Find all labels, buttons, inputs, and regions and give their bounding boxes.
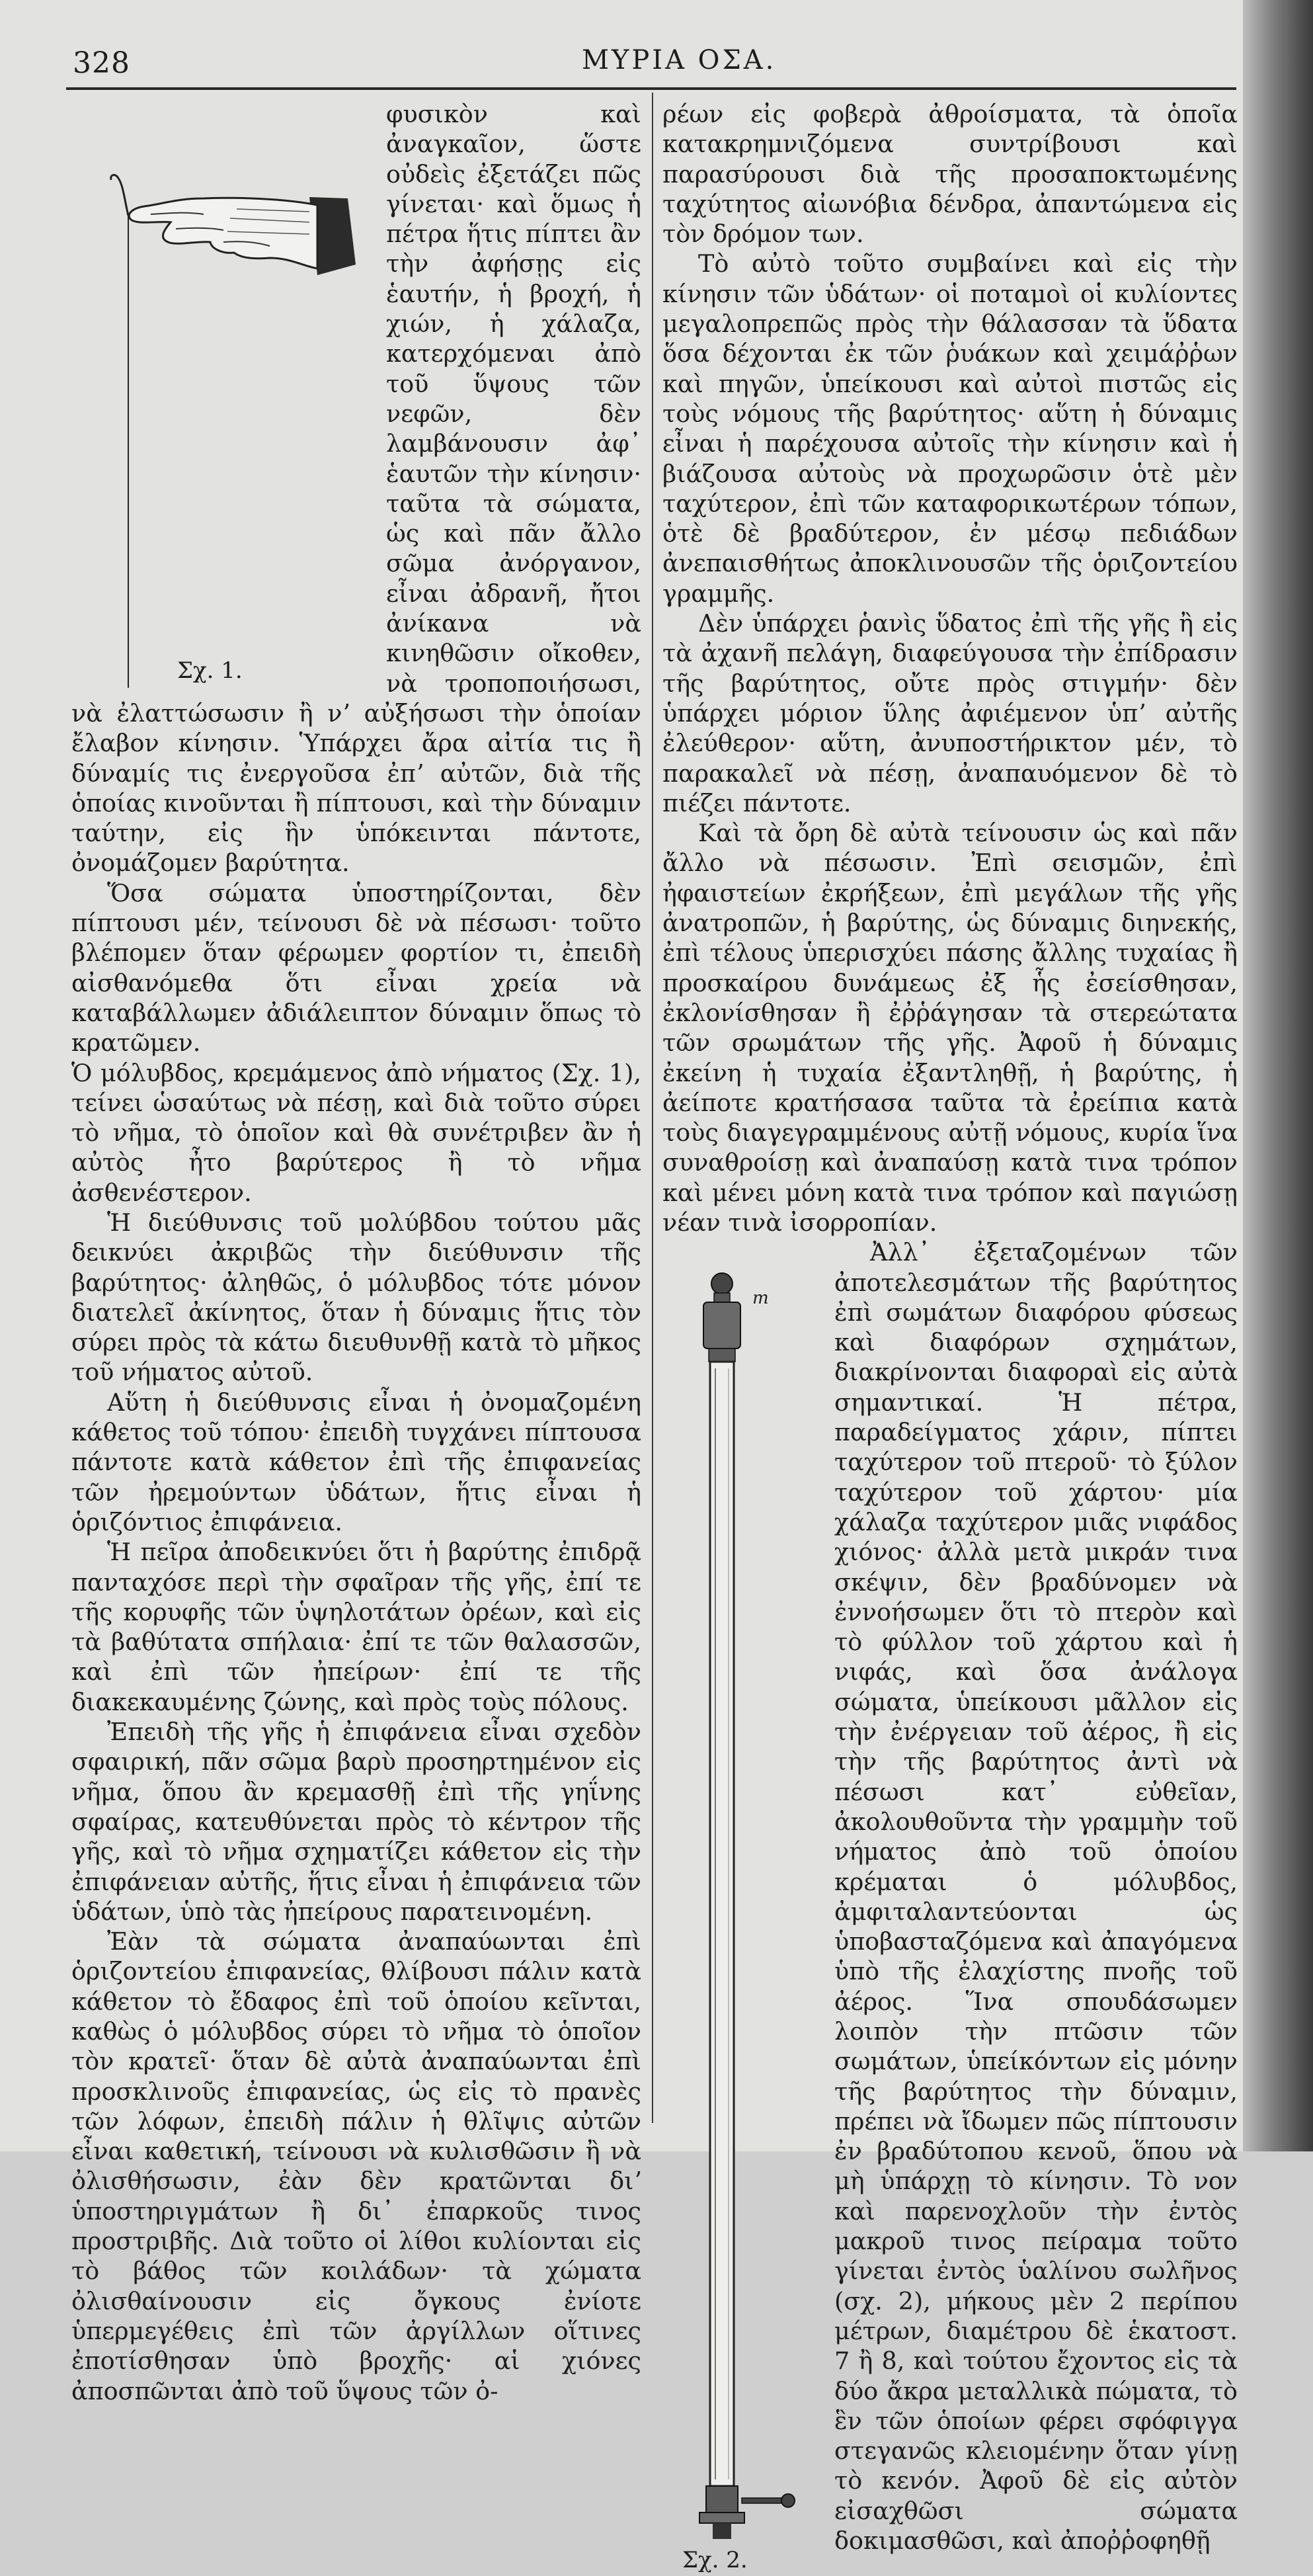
figure-1-caption: Σχ. 1. — [177, 657, 243, 684]
vacuum-tube-icon — [662, 1269, 821, 2572]
header-rule — [66, 87, 1236, 90]
paragraph: Ὁ μόλυβδος, κρεμάμενος ἀπὸ νήματος (Σχ. 1), τείνει ὡσαύτως νὰ πέσῃ, καὶ διὰ τοῦτο σύρει τὸ νῆμα, τὸ ὁποῖον καὶ θὰ συνέτριβεν ἂν ἡ αὐτὸς ἦτο βαρύτερος ἢ τὸ νῆμα ἀσθενέστερον. — [71, 1058, 641, 1207]
paragraph: Ἀλλ᾽ ἐξεταζομένων τῶν ἀποτελεσμάτων τῆς βαρύτητος ἐπὶ σωμάτων διαφόρου φύσεως καὶ διαφόρων σχημάτων, διακρίνονται διαφοραὶ εἰς αὐτὰ σημαντικαί. Ἡ πέτρα, παραδείγματος χάριν, πίπτει ταχύτερον τοῦ πτεροῦ· τὸ ξύλον ταχύτερον τοῦ χάρτου· μία χάλαζα ταχύτερον μιᾶς νιφάδος χιόνος· ἀλλὰ μετὰ μικράν τινα σκέψιν, δὲν βραδύνομεν νὰ ἐννοήσωμεν ὅτι τὸ πτερὸν καὶ τὸ φύλλον τοῦ χάρτου καὶ ἡ νιφάς, καὶ ὅσα ἀνάλογα σώματα, ὑπείκουσι μᾶλλον εἰς τὴν ἐνέργειαν τοῦ ἀέρος, ἢ εἰς τὴν τῆς βαρύτητος ἀντὶ νὰ πέσωσι κατ᾽ εὐθεῖαν, ἀκολουθοῦντα τὴν γραμμὴν τοῦ νήματος ἀπὸ τοῦ ὁποίου κρέμαται ὁ μόλυβδος, ἀμφιταλαντεύονται ὡς ὑποβασταζόμενα καὶ ἀπαγόμενα ὑπὸ τῆς ἐλαχίστης πνοῆς τοῦ ἀέρος. Ἵνα σπουδάσωμεν λοιπὸν τὴν πτῶσιν τῶν σωμάτων, ὑπείκόντων εἰς μόνην τῆς βαρύτητος τὴν δύναμιν, πρέπει νὰ ἴδωμεν πῶς πίπτουσιν ἐν βραδύτοπου κενοῦ, ὅπου νὰ μὴ ὑπάρχῃ τὸ κίνησιν. Τὸ νον καὶ παρενοχλοῦν τὴν ἐντὸς μακροῦ τινος πείραμα τοῦτο γίνεται ἐντὸς ὑαλίνου σωλῆνος (σχ. 2), μήκους μὲν 2 περίπου μέτρων, διαμέτρου δὲ ἑκατοστ. 7 ἢ 8, καὶ τούτου ἔχοντος εἰς τὰ δύο ἄκρα μεταλλικὰ πώματα, τὸ ἓν τῶν ὁποίων φέρει σφόφιγγα στεγανῶς κλειομένην ὅταν γίνῃ τὸ κενόν. Ἀφοῦ δὲ εἰς αὐτὸν εἰσαχθῶσι σώματα δοκιμασθῶσι, καὶ ἀποῤῥοφηθῇ — [834, 1238, 1238, 2555]
book-gutter — [1243, 0, 1313, 2151]
figure-plumb-line — [71, 99, 376, 688]
paragraph: Δὲν ὑπάρχει ῥανὶς ὕδατος ἐπὶ τῆς γῆς ἢ εἰς τὰ ἀχανῆ πελάγη, διαφεύγουσα τὴν ἐπίδρασιν τῆς βαρύτητος, οὔτε πρὸς στιγμήν· δὲν ὑπάρχει μόριον ὕλης ἀφιέμενον ὑπʼ αὐτῆς ἐλεύθερον· αὕτη, ἀνυποστήρικτον μέν, τὸ παρακαλεῖ νὰ πέσῃ, ἀναπαυόμενον δὲ τὸ πιέζει πάντοτε. — [662, 609, 1238, 817]
page-header — [66, 40, 1230, 86]
paragraph: Ἡ διεύθυνσις τοῦ μολύβδου τούτου μᾶς δεικνύει ἀκριβῶς τὴν διεύθυνσιν τῆς βαρύτητος· ἀληθῶς, ὁ μόλυβδος τότε μόνον διατελεῖ ἀκίνητος, ὅταν ἡ δύναμις ἥτις τὸν σύρει πρὸς τὰ κάτω διευθυνθῇ κατὰ τὸ μῆκος τοῦ νήματος αὐτοῦ. — [71, 1208, 641, 1387]
paragraph: ρέων εἰς φοβερὰ ἀθροίσματα, τὰ ὁποῖα κατακρημνιζόμενα συντρίβουσι καὶ παρασύρουσι διὰ τῆς προσαποκτωμένης ταχύτητος αἰωνόβια δένδρα, ἀπαντώμενα εἰς τὸν δρόμον των. — [662, 100, 1238, 249]
paragraph: Αὕτη ἡ διεύθυνσις εἶναι ἡ ὀνομαζομένη κάθετος τοῦ τόπου· ἐπειδὴ τυγχάνει πίπτουσα πάντοτε κατὰ κάθετον ἐπὶ τῆς ἐπιφανείας τῶν ἠρεμούντων ὑδάτων, ἥτις εἶναι ἡ ὁριζόντιος ἐπιφάνεια. — [71, 1388, 641, 1536]
paragraph: φυσικὸν καὶ ἀναγκαῖον, ὥστε οὐδεὶς ἐξετάζει πῶς γίνεται· καὶ ὅμως ἡ πέτρα ἥτις πίπτει ἂν τὴν ἀφήσῃς εἰς ἑαυτήν, ἡ βροχή, ἡ χιών, ἡ χάλαζα, κατερχόμεναι ἀπὸ τοῦ ὕψους τῶν νεφῶν, δὲν λαμβάνουσιν ἀφ᾽ ἑαυτῶν τὴν κίνησιν· ταῦτα τὰ σώματα, ὡς καὶ πᾶν ἄλλο σῶμα ἀνόργανον, εἶναι ἀδρανῆ, ἤτοι ἀνίκανα νὰ κινηθῶσιν οἴκοθεν, νὰ τροποποιήσωσι, νὰ ἐλαττώσωσιν ἢ νʼ αὐξήσωσι τὴν ὁποίαν ἔλαβον κίνησιν. Ὑπάρχει ἄρα αἰτία τις ἢ δύναμίς τις ἐνεργοῦσα ἐπʼ αὐτῶν, διὰ τῆς ὁποίας κινοῦνται ἢ πίπτουσι, καὶ τὴν δύναμιν ταύτην, εἰς ἣν ὑπόκεινται πάντοτε, ὀνομάζομεν βαρύτητα. — [71, 100, 641, 878]
figure-glass-tube — [662, 1269, 821, 2572]
paragraph: Ἡ πεῖρα ἀποδεικνύει ὅτι ἡ βαρύτης ἐπιδρᾷ πανταχόσε περὶ τὴν σφαῖραν τῆς γῆς, ἐπί τε τῆς κορυφῆς τῶν ὑψηλοτάτων ὀρέων, καὶ εἰς τὰ βαθύτατα σπήλαια· ἐπί τε τῶν θαλασσῶν, καὶ ἐπὶ τῶν ἠπείρων· ἐπί τε τῆς διακεκαυμένης ζώνης, καὶ πρὸς τοὺς πόλους. — [71, 1538, 641, 1716]
paragraph: Τὸ αὐτὸ τοῦτο συμβαίνει καὶ εἰς τὴν κίνησιν τῶν ὑδάτων· οἱ ποταμοὶ οἱ κυλίοντες μεγαλοπρεπῶς πρὸς τὴν θάλασσαν τὰ ὕδατα ὅσα δέχονται ἐκ τῶν ῥυάκων καὶ χειμάῤῥων καὶ πηγῶν, ὑπείκουσι καὶ αὐτοὶ πιστῶς εἰς τοὺς νόμους τῆς βαρύτητος· αὕτη ἡ δύναμις εἶναι ἡ παρέχουσα αὐτοῖς τὴν κίνησιν καὶ ἡ βιάζουσα αὐτοὺς νὰ προχωρῶσιν ὁτὲ μὲν ταχύτερον, ἐπὶ τῶν καταφορικωτέρων τόπων, ὁτὲ δὲ βραδύτερον, ἐν μέσῳ πεδιάδων ἀνεπαισθήτως ἀποκλινουσῶν τῆς ὁριζοντείου γραμμῆς. — [662, 249, 1238, 608]
paragraph: Ὅσα σώματα ὑποστηρίζονται, δὲν πίπτουσι μέν, τείνουσι δὲ νὰ πέσωσι· τοῦτο βλέπομεν ὅταν φέρωμεν φορτίον τι, ἐπειδὴ αἰσθανόμεθα ὅτι εἶναι χρεία νὰ καταβάλλωμεν ἀδιάλειπτον δύναμιν ὅπως τὸ κρατῶμεν. — [71, 878, 641, 1058]
left-column — [71, 99, 641, 2406]
figure-2-mark: m — [752, 1288, 769, 1309]
paragraph: Ἐὰν τὰ σώματα ἀναπαύωνται ἐπὶ ὁριζοντείου ἐπιφανείας, θλίβουσι πάλιν κατὰ κάθετον τὸ ἔδαφος ἐπὶ τοῦ ὁποίου κεῖνται, καθὼς ὁ μόλυβδος σύρει τὸ νῆμα τὸ ὁποῖον τὸν κρατεῖ· ὅταν δὲ αὐτὰ ἀναπαύωνται ἐπὶ προσκλινοῦς ἐπιφανείας, ὡς εἰς τὸ πρανὲς τῶν λόφων, ἐπειδὴ πάλιν ἡ θλῖψις αὐτῶν εἶναι καθετική, τείνουσι νὰ κυλισθῶσιν ἢ νὰ ὀλισθήσωσιν, ἐὰν δὲν κρατῶνται διʼ ὑποστηριγμάτων ἢ δι᾽ ἐπαρκοῦς τινος προστριβῆς. Διὰ τοῦτο οἱ λίθοι κυλίονται εἰς τὸ βάθος τῶν κοιλάδων· τὰ χώματα ὀλισθαίνουσιν εἰς ὄγκους ἐνίοτε ὑπερμεγέθεις ἐπὶ τῶν ἀργίλλων οἵτινες ἐποτίσθησαν ὑπὸ βροχῆς· αἱ χιόνες ἀποσπῶνται ἀπὸ τοῦ ὕψους τῶν ὀ- — [71, 1927, 641, 2405]
figure-2-caption: Σχ. 2. — [682, 2547, 748, 2574]
plumb-bob-icon — [71, 99, 376, 688]
paragraph: Ἐπειδὴ τῆς γῆς ἡ ἐπιφάνεια εἶναι σχεδὸν σφαιρική, πᾶν σῶμα βαρὺ προσηρτημένον εἰς νῆμα, ὅπου ἂν κρεμασθῇ ἐπὶ τῆς γηΐνης σφαίρας, κατευθύνεται πρὸς τὸ κέντρον τῆς γῆς, καὶ τὸ νῆμα σχηματίζει κάθετον εἰς τὴν ἐπιφάνειαν αὐτῆς, ἥτις εἶναι ἡ ἐπιφάνεια τῶν ὑδάτων, ὑπὸ τὰς ἠπείρους παρατεινομένη. — [71, 1718, 641, 1926]
running-title: ΜΥΡΙΑ ΟΣΑ. — [582, 45, 777, 75]
column-divider — [652, 93, 653, 2123]
right-column — [662, 99, 1238, 2572]
page-number: 328 — [73, 46, 130, 80]
paragraph: Καὶ τὰ ὄρη δὲ αὐτὰ τείνουσιν ὡς καὶ πᾶν ἄλλο νὰ πέσωσιν. Ἐπὶ σεισμῶν, ἐπὶ ἠφαιστείων ἐκρήξεων, ἐπὶ μεγάλων τῆς γῆς ἀνατροπῶν, ἡ βαρύτης, ὡς δύναμις διηνεκής, ἐπὶ τέλους ὑπερισχύει πάσης ἄλλης τυχαίας ἢ προσκαίρου δυνάμεως ἐξ ἧς ἐσείσθησαν, ἐκλονίσθησαν ἢ ἐῤῥάγησαν τὰ στερεώτατα τῶν σρωμάτων τῆς γῆς. Ἀφοῦ ἡ δύναμις ἐκείνη ἡ τυχαία ἐξαντληθῇ, ἡ βαρύτης, ἡ ἀείποτε κρατήσασα ταῦτα τὰ ἐρείπια κατὰ τοὺς διαγεγραμμένους αὐτῇ νόμους, κυρία ἵνα συναθροίσῃ καὶ ἀναπαύσῃ κατὰ τινα τρόπον καὶ μένει μόνη κατὰ τινα τρόπον καὶ παγιώσῃ νέαν τινὰ ἰσορροπίαν. — [662, 819, 1238, 1237]
